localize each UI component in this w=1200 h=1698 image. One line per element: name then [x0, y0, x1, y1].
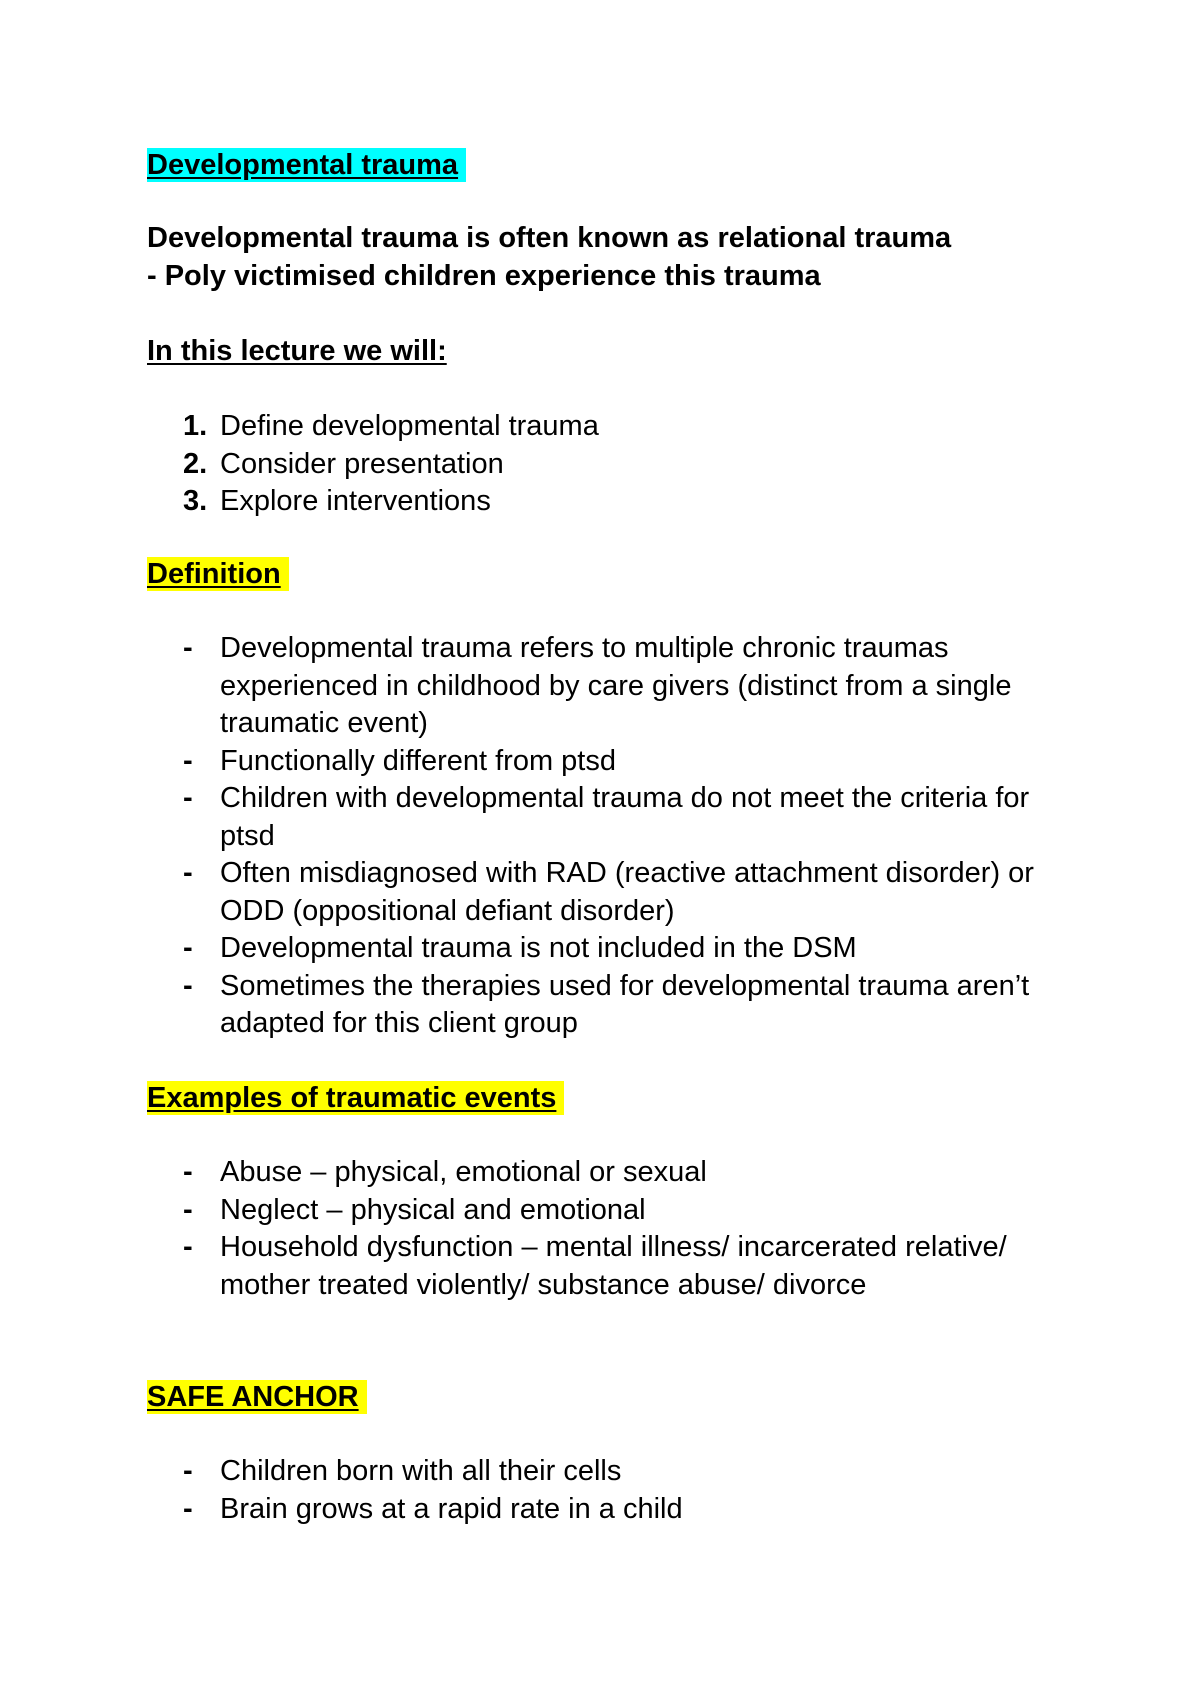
examples-list: [0, 1154, 1200, 1304]
list-item: [0, 930, 1070, 968]
definition-heading: Definition: [147, 557, 289, 591]
list-bullet: -: [183, 1156, 193, 1188]
list-bullet: -: [183, 744, 193, 777]
lecture-list: [0, 408, 1200, 521]
list-item: [0, 1229, 1070, 1304]
list-item: [0, 408, 1070, 446]
list-item: [0, 780, 1070, 855]
list-item-text: Explore interventions: [220, 485, 491, 517]
list-item-text: Define developmental trauma: [220, 410, 599, 442]
list-item-text: Brain grows at a rapid rate in a child: [220, 1492, 683, 1525]
list-item: [0, 855, 1070, 930]
list-item: [0, 446, 1070, 484]
list-item-text: Often misdiagnosed with RAD (reactive attachment disorder) or ODD (oppositional defiant disorder): [220, 857, 1034, 927]
list-item-text: Children with developmental trauma do not meet the criteria for ptsd: [220, 782, 1030, 852]
list-item-text: Developmental trauma is not included in the DSM: [220, 932, 857, 964]
list-item: [0, 1192, 1070, 1230]
lecture-heading: In this lecture we will:: [147, 335, 447, 367]
list-item: [0, 1154, 1070, 1192]
list-item: [0, 630, 1070, 743]
list-item: [0, 968, 1070, 1043]
list-item-text: Functionally different from ptsd: [220, 744, 616, 777]
list-bullet: -: [183, 1492, 193, 1525]
list-bullet: -: [183, 632, 193, 664]
list-number: 1.: [183, 410, 208, 442]
list-bullet: -: [183, 1231, 193, 1263]
list-number: 3.: [183, 485, 208, 517]
list-item-text: Children born with all their cells: [220, 1455, 622, 1487]
list-item: [0, 1453, 1070, 1491]
page-title: Developmental trauma: [147, 148, 466, 182]
list-item-text: Abuse – physical, emotional or sexual: [220, 1156, 707, 1188]
list-item: [0, 1491, 1070, 1529]
list-item: [0, 743, 1070, 781]
list-bullet: -: [183, 932, 193, 964]
list-item-text: Sometimes the therapies used for developmental trauma aren’t adapted for this client group: [220, 969, 1030, 1039]
list-bullet: -: [183, 1455, 193, 1487]
intro-line-2: - Poly victimised children experience this trauma: [147, 260, 821, 292]
list-bullet: -: [183, 782, 193, 814]
definition-list: [0, 630, 1200, 1043]
list-item-text: Consider presentation: [220, 447, 504, 480]
safe-anchor-heading: SAFE ANCHOR: [147, 1380, 367, 1414]
list-bullet: -: [183, 969, 193, 1002]
safe-anchor-list: [0, 1453, 1200, 1528]
list-number: 2.: [183, 447, 208, 480]
list-bullet: -: [183, 857, 193, 889]
list-bullet: -: [183, 1193, 193, 1226]
list-item-text: Household dysfunction – mental illness/ incarcerated relative/ mother treated violently/ substance abuse/ divorce: [220, 1231, 1007, 1301]
examples-heading: Examples of traumatic events: [147, 1081, 564, 1115]
list-item-text: Developmental trauma refers to multiple chronic traumas experienced in childhood by care givers (distinct from a single traumatic event): [220, 632, 1012, 739]
intro-line-1: Developmental trauma is often known as relational trauma: [147, 222, 952, 254]
list-item: [0, 483, 1070, 521]
list-item-text: Neglect – physical and emotional: [220, 1193, 646, 1226]
